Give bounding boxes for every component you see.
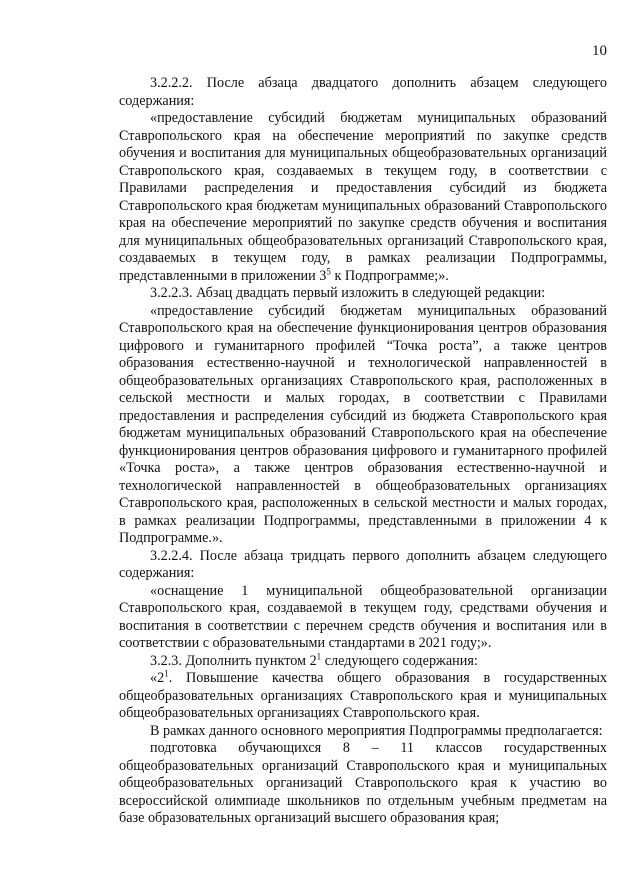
paragraph: 3.2.3. Дополнить пунктом $2^1$ следующего содержания: xyxy=(150,650,478,669)
paragraph: «оснащение 1 муниципальной общеобразовательной организации Ставропольского края, создаваемой в текущем году, средствами обучения и воспитания в соответствии с перечнем средств обучения и воспитания или в соответствии с образовательными стандартами в 2021 году;». xyxy=(119,582,607,651)
paragraph: «предоставление субсидий бюджетам муниципальных образований Ставропольского края на обеспечение мероприятий по закупке средств обучения и воспитания для муниципальных общеобразовательных организаций Ставропольского края, создаваемых в текущем году, в соответствии с Правилами распределения и предоставления субсидий из бюджета Ставропольского края бюджетам муниципальных образований Ставропольского края на обеспечение мероприятий по закупке средств обучения и воспитания для муниципальных общеобразовательных организаций Ставропольского края, создаваемых в текущем году, в рамках реализации Подпрограммы, представленными в приложении $3^5$ к Подпрограмме;». xyxy=(119,110,607,284)
paragraph: «$2^1$. Повышение качества общего образования в государственных общеобразовательных организациях Ставропольского края и муниципальных общеобразовательных организациях Ставропольского края. xyxy=(119,668,607,721)
paragraph: 3.2.2.2. После абзаца двадцатого дополнить абзацем следующего содержания: xyxy=(119,75,607,109)
paragraph: 3.2.2.3. Абзац двадцать первый изложить в следующей редакции: xyxy=(150,285,546,301)
paragraph: В рамках данного основного мероприятия Подпрограммы предполагается: xyxy=(150,722,603,739)
paragraph: 3.2.2.4. После абзаца тридцать первого дополнить абзацем следующего содержания: xyxy=(119,547,607,581)
paragraph: «предоставление субсидий бюджетам муниципальных образований Ставропольского края на обеспечение функционирования центров образования цифрового и гуманитарного профилей “Точка роста”, а также центров образования естественно-научной и технологической направленностей в общеобразовательных организациях Ставропольского края, расположенных в сельской местности и малых городах, в соответствии с Правилами предоставления и распределения субсидий из бюджета Ставропольского края бюджетам муниципальных образований Ставропольского края на обеспечение функционирования центров образования цифрового и гуманитарного профилей «Точка роста», а также центров образования естественно-научной и технологической направленностей в общеобразовательных организациях Ставропольского края, расположенных в сельской местности и малых городах, в рамках реализации Подпрограммы, представленными в приложении 4 к Подпрограмме.». xyxy=(119,302,607,546)
paragraph: подготовка обучающихся 8 – 11 классов государственных общеобразовательных организаций Ставропольского края и муниципальных общеобразовательных организаций Ставропольского края к участию во всероссийской олимпиаде школьников по отдельным учебным предметам на базе образовательных организаций высшего образования края; xyxy=(119,740,607,826)
document-body xyxy=(119,75,607,828)
page-number: 10 xyxy=(592,43,607,59)
